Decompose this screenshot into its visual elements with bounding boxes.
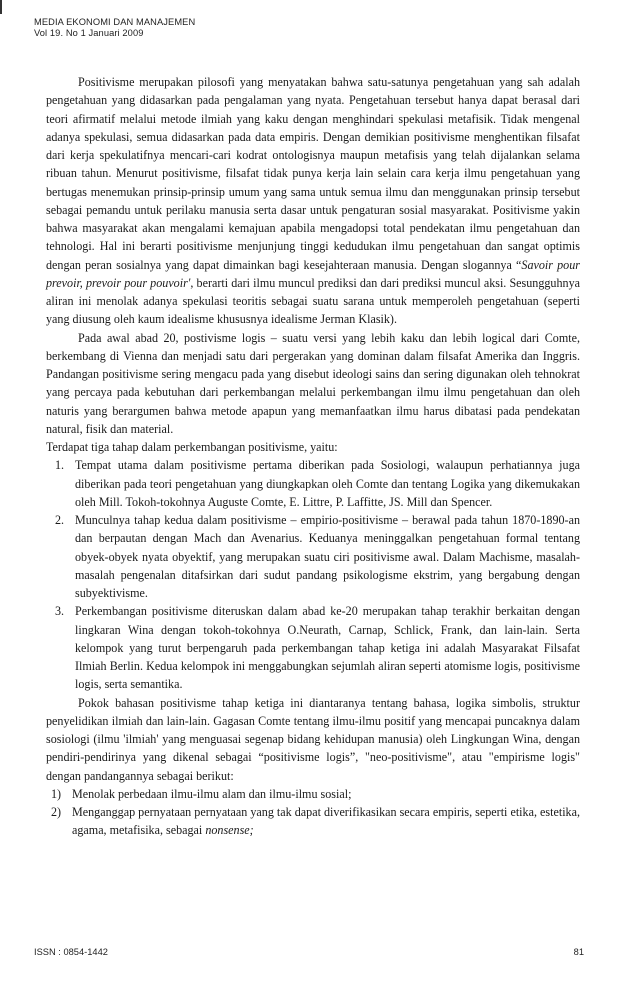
list-item: 1) Menolak perbedaan ilmu-ilmu alam dan ilmu-ilmu sosial; [51, 786, 352, 801]
issn-label: ISSN : 0854-1442 [34, 947, 108, 957]
paragraph-positivism-definition: Positivisme merupakan pilosofi yang menyatakan bahwa satu-satunya pengetahuan yang sah adalah pengetahuan yang didasarkan pada pengalaman yang nyata. Pengetahuan tersebut hanya dapat berasal dari teori afirmatif melalui metode ilmiah yang kaku dengan menghindari spekulasi metafisik. Tidak mengenal adanya spekulasi, semua didasarkan pada data empiris. Dengan demikian positivisme menghentikan filsafat dari kerja spekulatifnya mencari-cari kodrat ontologisnya maupun metafisis yang telah dijalankan selama ribuan tahun. Menurut positivisme, filsafat tidak punya kerja lain selain cara kerja ilmu pengetahuan yang bertugas menemukan prinsip-prinsip umum yang sama untuk semua ilmu dan menggunakan prinsip tersebut sebagai pemandu untuk perilaku manusia serta dasar untuk pengaturan sosial masyarakat. Positivisme yakin bahwa masyarakat akan mengalami kemajuan apabila mengadopsi total pendekatan ilmu pengetahuan dan tehnologi. Hal ini berarti positivisme menjunjung tinggi kedudukan ilmu pengetahuan dan sangat optimis dengan peran sosialnya yang dapat dimainkan bagi kesejahteraan manusia. Dengan slogannya “Savoir pour prevoir, prevoir pour pouvoir', berarti dari ilmu muncul prediksi dan dari prediksi muncul aksi. Sesungguhnya aliran ini menolak adanya spekulasi teoritis sebagai suatu sarana untuk memperoleh pengetahuan (seperti yang diusung oleh kaum idealisme khususnya idealisme Jerman Klasik). [46, 75, 580, 327]
views-list [46, 785, 580, 840]
journal-title: MEDIA EKONOMI DAN MANAJEMEN [34, 17, 196, 27]
list-item: 2. Munculnya tahap kedua dalam positivisme – empirio-positivisme – berawal pada tahun 1870-1890-an dan berpautan dengan Mach dan Avenarius. Keduanya meninggalkan pengetahuan formal tentang obyek-obyek nyata obyektif, yang merupakan suatu ciri positivisme awal. Dalam Machisme, masalah-masalah pengenalan ditafsirkan dari sudut pandang psikologisme ekstrim, yang bergabung dengan subyektivisme. [55, 513, 580, 600]
running-header [34, 17, 195, 39]
list-item: 3. Perkembangan positivisme diteruskan dalam abad ke-20 merupakan tahap terakhir berkaitan dengan lingkaran Wina dengan tokoh-tokohnya O.Neurath, Carnap, Schlick, Frank, dan lain-lain. Serta kelompok yang turut berpengaruh pada perkembangan tahap ketiga ini adalah Masyarakat Filsafat Ilmiah Berlin. Kedua kelompok ini menggabungkan sejumlah aliran seperti atomisme logis, positivisme logis, serta semantika. [55, 604, 580, 692]
paragraph-third-stage: Pokok bahasan positivisme tahap ketiga ini diantaranya tentang bahasa, logika simbolis, struktur penyelidikan ilmiah dan lain-lain. Gagasan Comte tentang ilmu-ilmu positif yang mencapai puncaknya dalam sosiologi (ilmu 'ilmiah' yang menguasai segenap bidang kehidupan manusia) oleh Lingkungan Wina, dengan pendiri-pendirinya yang dikenal sebagai “positivisme logis”, "neo-positivisme", atau "empirisme logis" dengan pandangannya sebagai berikut: [46, 695, 580, 783]
volume-info: Vol 19. No 1 Januari 2009 [34, 28, 144, 38]
article-body [46, 73, 580, 840]
stages-list [46, 456, 580, 693]
paragraph-stages-intro: Terdapat tiga tahap dalam perkembangan positivisme, yaitu: [46, 440, 338, 454]
paragraph-logical-positivism: Pada awal abad 20, postivisme logis – suatu versi yang lebih kaku dan lebih logical dari Comte, berkembang di Vienna dan menjadi satu dari pergerakan yang dominan dalam filsafat Amerika dan Inggris. Pandangan positivisme sering mengacu pada yang disebut ideologi sains dan sering digunakan oleh tehnokrat yang percaya pada kebutuhan dari perkembangan melalui perkembangan ilmu ilmu pengetahuan dan oleh naturis yang berargumen bahwa metode apapun yang memanfaatkan ilmu harus dibatasi pada pendekatan natural, fisik dan material. [46, 330, 580, 436]
page-number: 81 [573, 947, 584, 957]
scan-corner-mark [0, 0, 6, 14]
list-item: 1. Tempat utama dalam positivisme pertama diberikan pada Sosiologi, walaupun perhatiannya juga diberikan pada teori pengetahuan yang diungkapkan oleh Comte dan tentang Logika yang dikemukakan oleh Mill. Tokoh-tokohnya Auguste Comte, E. Littre, P. Laffitte, JS. Mill dan Spencer. [55, 458, 580, 509]
list-item: 2) Menganggap pernyataan pernyataan yang tak dapat diverifikasikan secara empiris, seperti etika, estetika, agama, metafisika, sebagai nonsense; [51, 805, 580, 838]
slogan-text: Savoir pour prevoir, prevoir pour pouvoir' [46, 257, 580, 290]
